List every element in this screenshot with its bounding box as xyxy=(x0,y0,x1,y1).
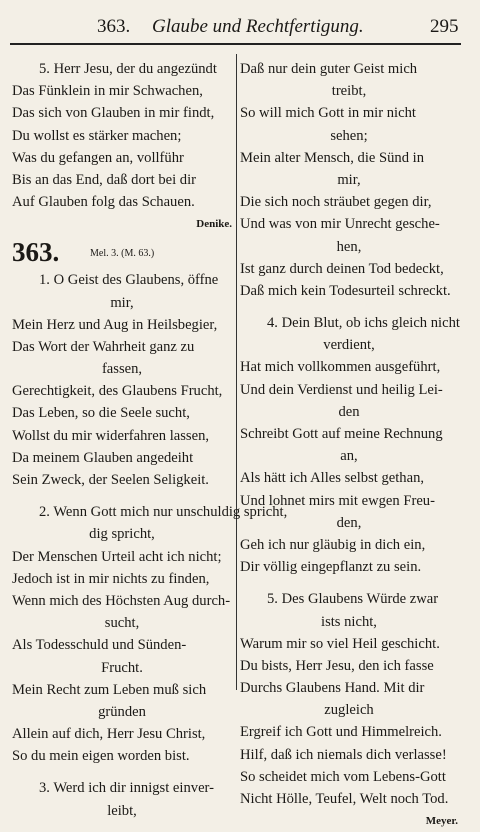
verse-line: hen, xyxy=(336,238,362,255)
verse-4 xyxy=(240,312,458,578)
verse-line: Ist ganz durch deinen Tod bedeckt, xyxy=(240,260,444,277)
page-number: 295 xyxy=(430,16,459,37)
previous-hymn-verse-5 xyxy=(12,58,232,213)
left-column xyxy=(12,58,288,822)
verse-line: mir, xyxy=(337,171,361,188)
verse-line: Schreibt Gott auf meine Rechnung xyxy=(240,426,443,442)
verse-line: Du bists, Herr Jesu, den ich fasse xyxy=(240,657,434,674)
verse-line: den, xyxy=(336,514,362,531)
verse-line: Mein Recht zum Leben muß sich xyxy=(12,681,207,698)
verse-line: Durchs Glaubens Hand. Mit dir xyxy=(240,680,425,697)
header-hymn-number: 363. xyxy=(97,16,131,37)
verse-line: Wenn mich des Höchsten Aug durch- xyxy=(12,592,231,609)
verse-line: Und was von mir Unrecht gesche- xyxy=(240,216,440,233)
verse-line: Nicht Hölle, Teufel, Welt noch Tod. xyxy=(240,791,449,807)
verse-1 xyxy=(12,269,232,491)
verse-line: Das Leben, so die Seele sucht, xyxy=(12,405,190,422)
verse-line: Daß nur dein guter Geist mich xyxy=(240,61,418,77)
verse-line: Daß mich kein Todesurteil schreckt. xyxy=(240,282,451,299)
verse-line: zugleich xyxy=(324,702,374,719)
verse-line: Warum mir so viel Heil geschicht. xyxy=(240,635,440,652)
verse-line: den xyxy=(338,403,360,420)
verse-line: Sein Zweck, der Seelen Seligkeit. xyxy=(12,472,209,488)
verse-line: Die sich noch sträubet gegen dir, xyxy=(240,194,432,211)
verse-line: Wollst du mir widerfahren lassen, xyxy=(12,427,210,444)
verse-line: sucht, xyxy=(104,615,140,632)
verse-line: Frucht. xyxy=(101,659,143,676)
verse-5 xyxy=(240,588,458,810)
verse-line: fassen, xyxy=(101,361,143,378)
verse-line: gründen xyxy=(98,703,146,720)
verse-line: Mein Herz und Aug in Heilsbegier, xyxy=(12,316,218,333)
verse-line: So will mich Gott in mir nicht xyxy=(240,105,416,122)
verse-line: 4. Dein Blut, ob ichs gleich nicht xyxy=(267,315,460,332)
verse-line: Dir völlig eingepflanzt zu sein. xyxy=(240,559,422,576)
melody-reference: Mel. 3. (M. 63.) xyxy=(90,248,155,260)
verse-line: dig spricht, xyxy=(89,526,155,543)
verse-line: Hat mich vollkommen ausgeführt, xyxy=(240,359,441,376)
header-section-title: Glaube und Rechtfertigung. xyxy=(152,16,364,37)
verse-line: Hilf, daß ich niemals dich verlasse! xyxy=(240,746,447,763)
verse-line: Das Fünklein in mir Schwachen, xyxy=(12,83,203,100)
verse-line: treibt, xyxy=(331,83,367,100)
verse-line: Auf Glauben folg das Schauen. xyxy=(12,194,195,211)
verse-line: So du mein eigen worden bist. xyxy=(12,748,190,765)
verse-line: sehen; xyxy=(330,127,368,144)
verse-line: Als Todesschuld und Sünden- xyxy=(12,637,187,654)
verse-3-start xyxy=(12,777,232,821)
verse-line: 3. Werd ich dir innigst einver- xyxy=(39,780,214,797)
verse-line: verdient, xyxy=(323,337,375,354)
verse-line: Da meinem Glauben angedeiht xyxy=(12,449,194,466)
author-credit: Denike. xyxy=(196,218,232,231)
verse-line: 2. Wenn Gott mich nur unschuldig spricht, xyxy=(39,504,288,521)
verse-line: 5. Herr Jesu, der du angezündt xyxy=(39,61,217,77)
verse-line: Allein auf dich, Herr Jesu Christ, xyxy=(12,726,206,743)
verse-line: Mein alter Mensch, die Sünd in xyxy=(240,149,425,166)
hymn-heading xyxy=(12,235,232,269)
verse-line: ists nicht, xyxy=(321,613,377,630)
verse-line: So scheidet mich vom Lebens-Gott xyxy=(240,768,446,785)
verse-line: 1. O Geist des Glaubens, öffne xyxy=(39,272,219,289)
verse-line: Geh ich nur gläubig in dich ein, xyxy=(240,536,426,553)
column-divider xyxy=(236,54,237,690)
verse-line: Und lohnet mirs mit ewgen Freu- xyxy=(240,492,435,509)
author-credit: Meyer. xyxy=(425,815,458,828)
verse-line: Gerechtigkeit, des Glaubens Frucht, xyxy=(12,383,223,400)
verse-line: Und dein Verdienst und heilig Lei- xyxy=(240,381,443,398)
verse-line: Der Menschen Urteil acht ich nicht; xyxy=(12,548,222,565)
verse-3-continued xyxy=(240,58,458,302)
header-rule xyxy=(10,43,461,45)
verse-line: Bis an das End, daß dort bei dir xyxy=(12,171,197,188)
verse-line: Als hätt ich Alles selbst gethan, xyxy=(240,470,425,487)
right-column xyxy=(240,58,458,832)
verse-2 xyxy=(12,501,288,767)
verse-line: Das Wort der Wahrheit ganz zu xyxy=(12,338,195,355)
verse-line: Du wollst es stärker machen; xyxy=(12,127,182,144)
verse-line: Das sich von Glauben in mir findt, xyxy=(12,105,215,122)
verse-line: 5. Des Glaubens Würde zwar xyxy=(267,591,439,608)
verse-line: mir, xyxy=(110,294,134,311)
verse-line: Jedoch ist in mir nichts zu finden, xyxy=(12,570,210,587)
verse-line: leibt, xyxy=(107,802,137,819)
verse-line: an, xyxy=(340,448,358,465)
verse-line: Ergreif ich Gott und Himmelreich. xyxy=(240,724,442,741)
hymn-number: 363. xyxy=(12,237,60,268)
page-header xyxy=(0,16,480,46)
verse-line: Was du gefangen an, vollführ xyxy=(12,149,184,166)
